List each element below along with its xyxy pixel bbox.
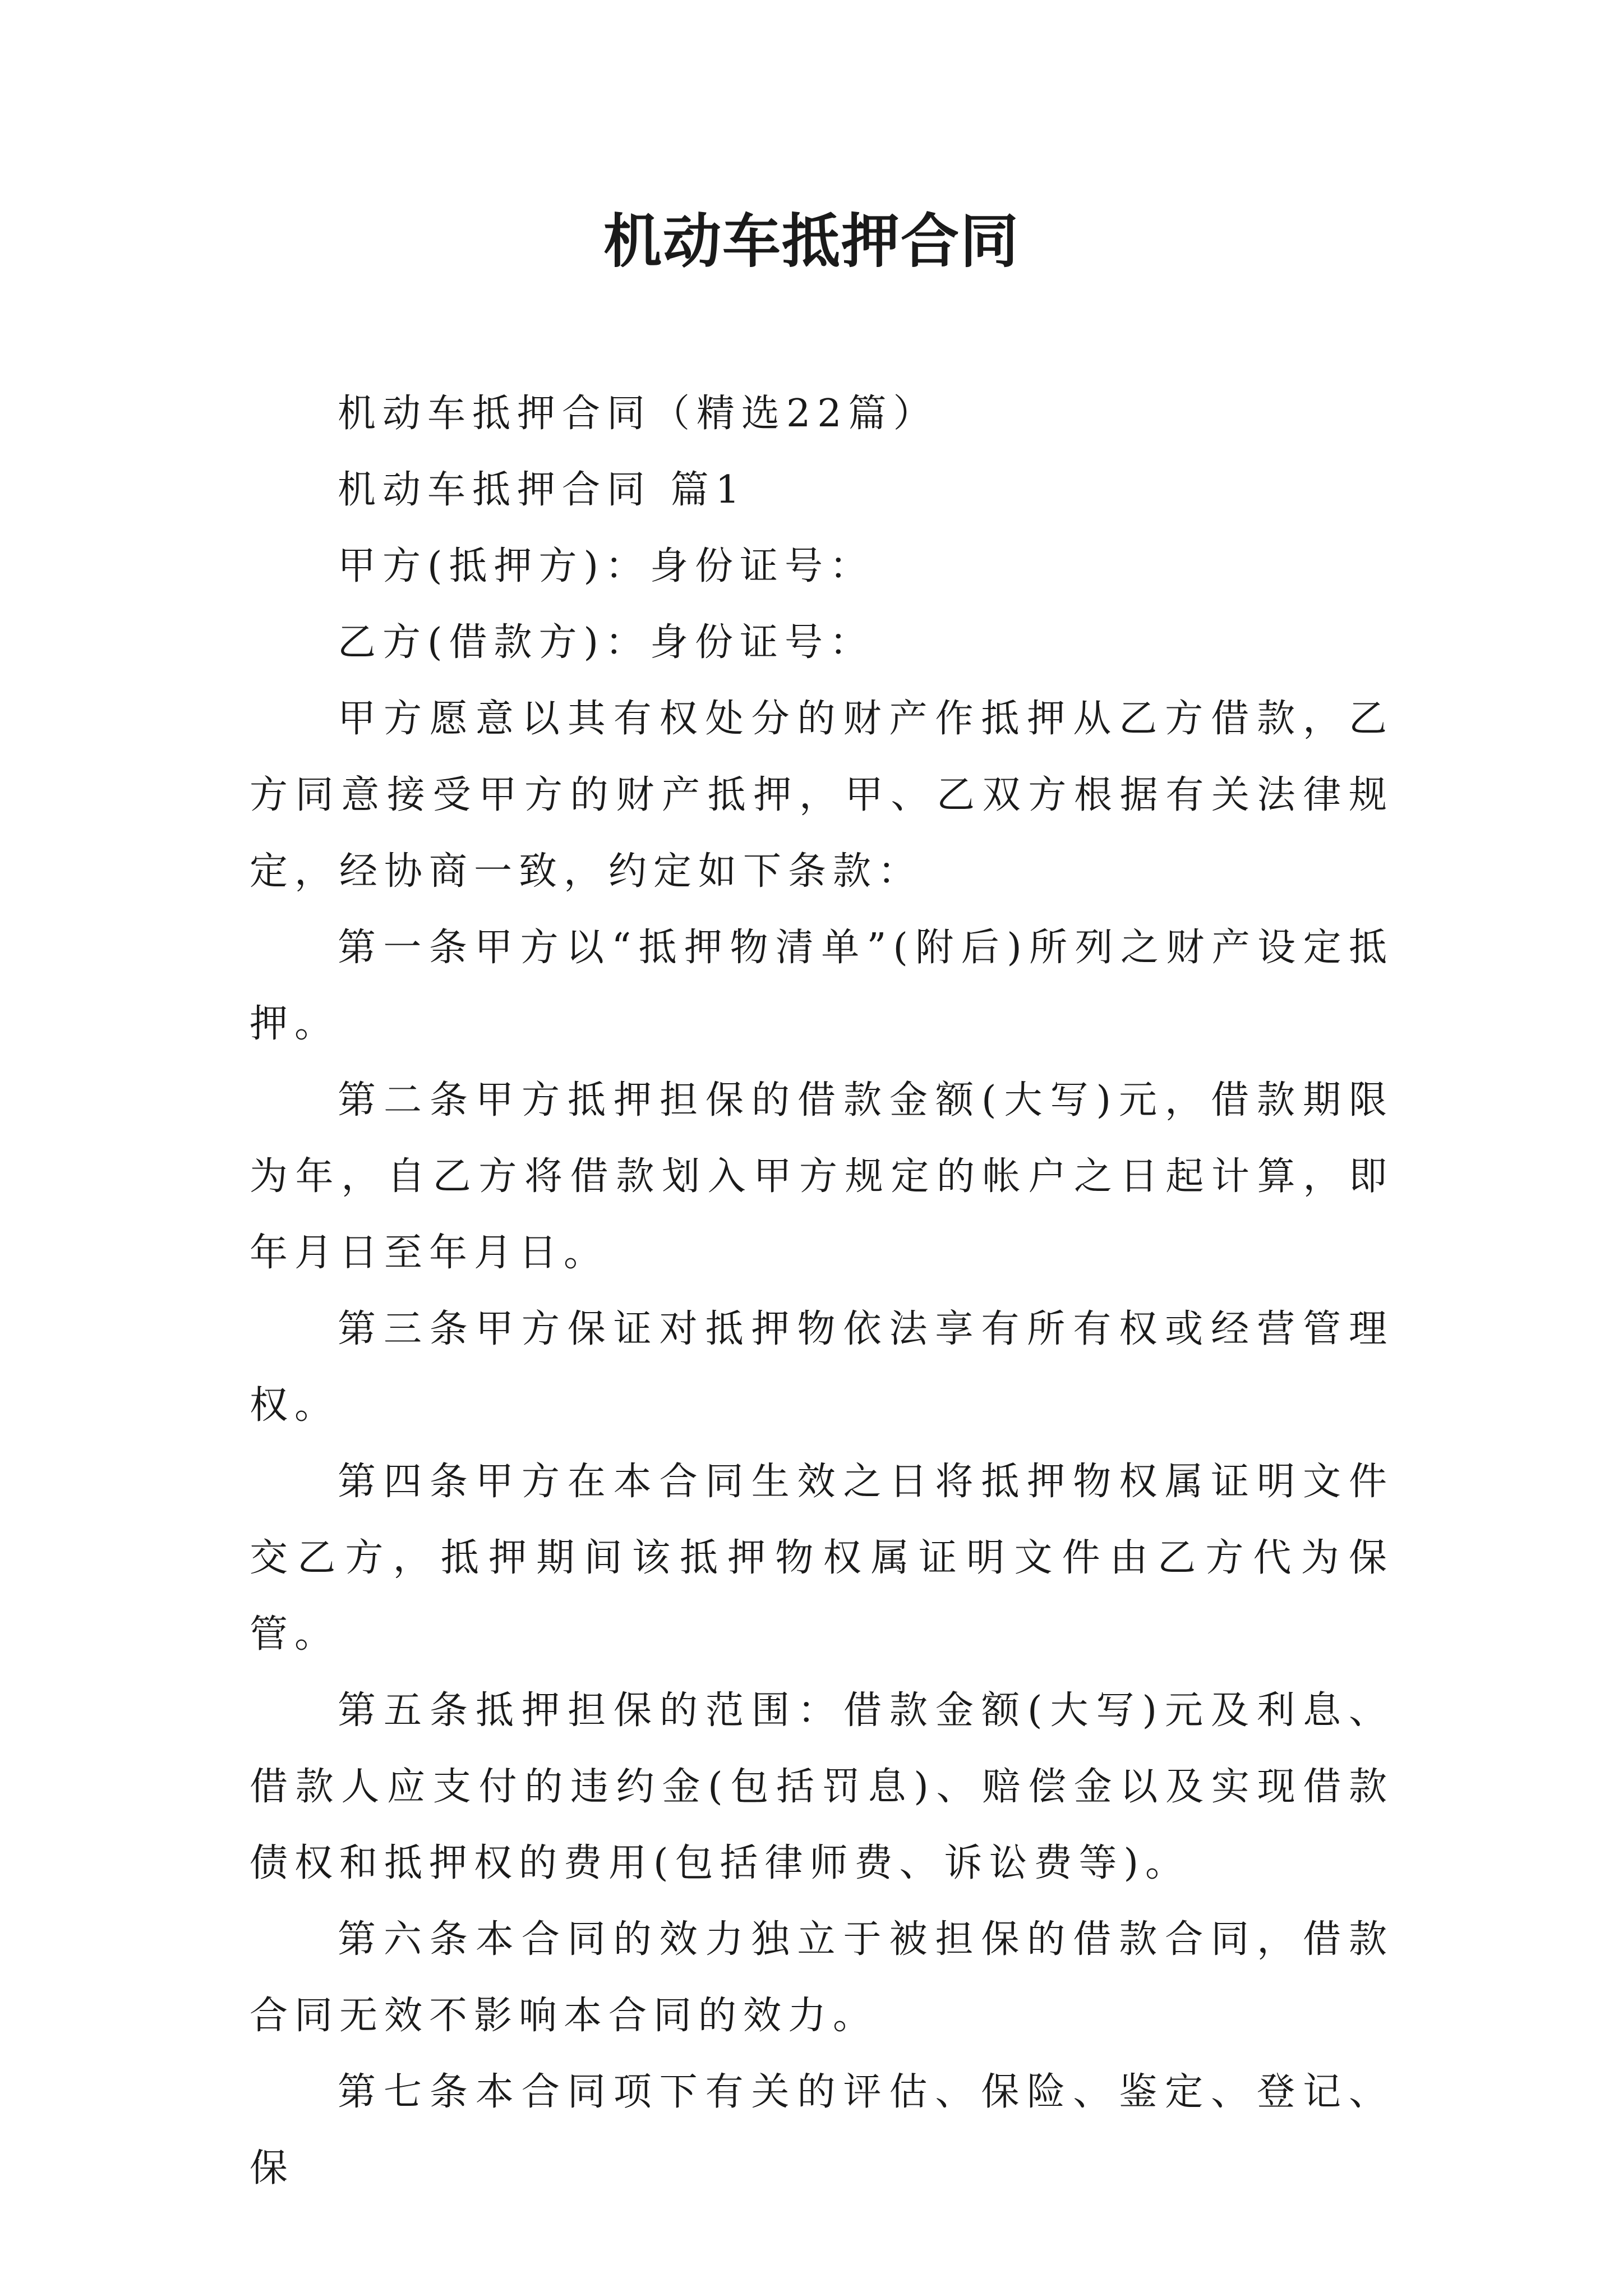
paragraph-collection-heading: 机动车抵押合同（精选22篇） bbox=[338, 392, 938, 436]
paragraph-article-6: 第六条本合同的效力独立于被担保的借款合同，借款合同无效不影响本合同的效力。 bbox=[250, 1917, 1394, 2038]
paragraph-section-heading: 机动车抵押合同 篇1 bbox=[338, 468, 746, 512]
paragraph-article-5: 第五条抵押担保的范围：借款金额(大写)元及利息、借款人应支付的违约金(包括罚息)、赔偿金以及实现借款债权和抵押权的费用(包括律师费、诉讼费等)。 bbox=[250, 1688, 1394, 1885]
paragraph-article-4: 第四条甲方在本合同生效之日将抵押物权属证明文件交乙方，抵押期间该抵押物权属证明文件由乙方代为保管。 bbox=[250, 1460, 1394, 1657]
paragraph-article-7: 第七条本合同项下有关的评估、保险、鉴定、登记、保 bbox=[250, 2070, 1394, 2191]
paragraph-preamble: 甲方愿意以其有权处分的财产作抵押从乙方借款，乙方同意接受甲方的财产抵押，甲、乙双方根据有关法律规定，经协商一致，约定如下条款： bbox=[250, 697, 1394, 894]
paragraph-article-1: 第一条甲方以“抵押物清单”(附后)所列之财产设定抵押。 bbox=[250, 926, 1394, 1046]
document-body bbox=[250, 376, 1394, 2207]
paragraph-article-3: 第三条甲方保证对抵押物依法享有所有权或经营管理权。 bbox=[250, 1307, 1394, 1428]
paragraph-article-2: 第二条甲方抵押担保的借款金额(大写)元，借款期限为年，自乙方将借款划入甲方规定的帐户之日起计算，即年月日至年月日。 bbox=[250, 1078, 1394, 1275]
document-title: 机动车抵押合同 bbox=[603, 207, 1020, 275]
paragraph-party-a: 甲方(抵押方)：身份证号： bbox=[338, 544, 875, 588]
paragraph-party-b: 乙方(借款方)：身份证号： bbox=[338, 620, 875, 665]
